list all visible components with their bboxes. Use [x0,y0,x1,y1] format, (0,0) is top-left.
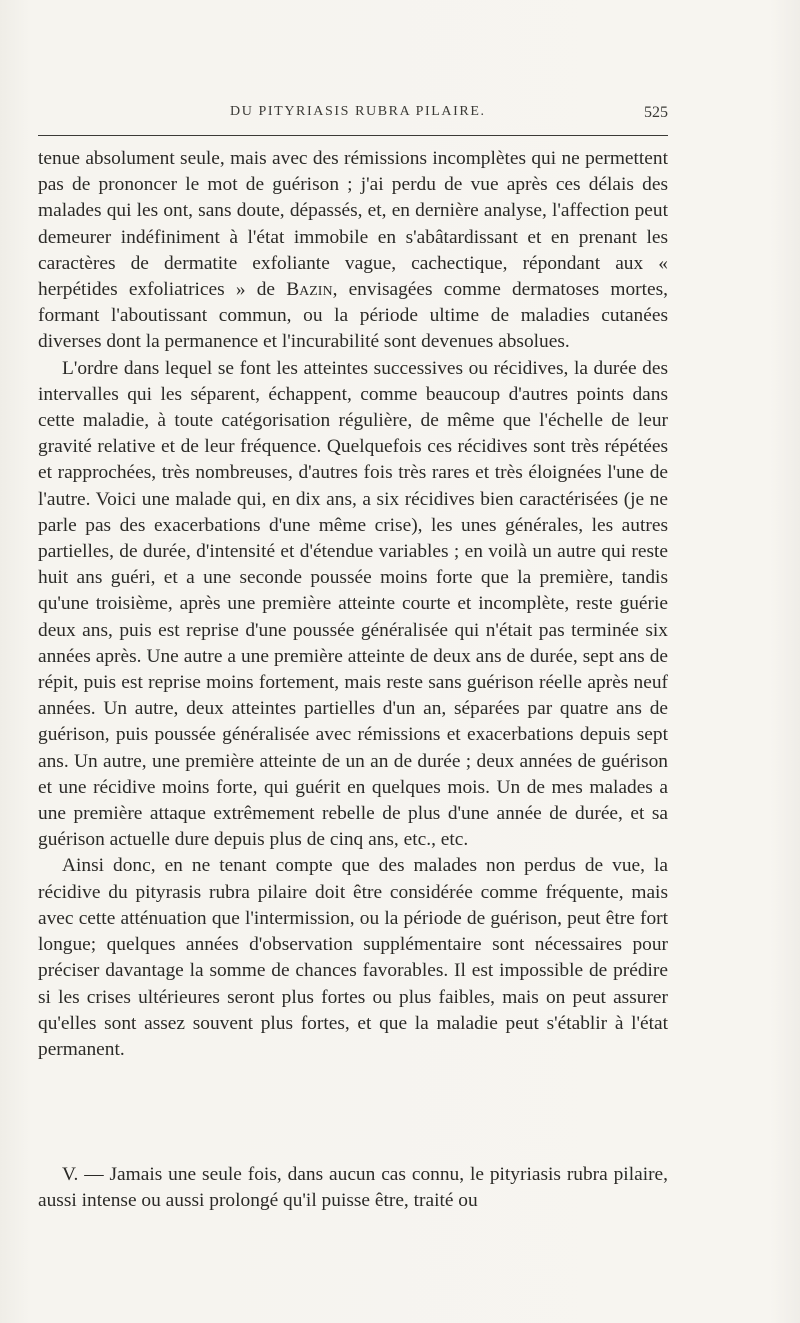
paragraph-1-text: tenue absolument seule, mais avec des rémissions incomplètes qui ne permettent pas de prononcer le mot de guérison ; j'ai perdu de vue après ces délais des malades qui les ont, sans doute, dépassés, et, en dernière analyse, l'affection peut demeurer indéfiniment à l'état immobile en s'abâtardissant et en prenant les caractères de dermatite exfoliante vague, cachectique, répondant aux « herpétides exfoliatrices » de [38,148,668,301]
body-text [38,146,668,1063]
running-head: DU PITYRIASIS RUBRA PILAIRE. [230,104,486,119]
section-v-text: V. — Jamais une seule fois, dans aucun cas connu, le pityriasis rubra pilaire, aussi intense ou aussi prolongé qu'il puisse être, traité ou [38,1164,668,1212]
paragraph-1-tail: , envisagées comme dermatoses mortes, formant l'aboutissant commun, ou la période ultime de maladies cutanées diverses dont la permanence et l'incurabilité sont devenues absolues. [38,279,668,353]
author-name-bazin: Bazin [286,279,333,301]
page-number: 525 [644,104,668,121]
page-header [38,104,668,128]
paragraph-3: Ainsi donc, en ne tenant compte que des malades non perdus de vue, la récidive du pityrasis rubra pilaire doit être considérée comme fréquente, mais avec cette atténuation que l'intermission, ou la période de guérison, peut être fort longue; quelques années d'observation supplémentaire sont nécessaires pour préciser davantage la somme de chances favorables. Il est impossible de prédire si les crises ultérieures seront plus fortes ou plus faibles, mais on peut assurer qu'elles sont assez souvent plus fortes, et que la maladie peut s'établir à l'état permanent. [38,855,668,1060]
paragraph-1 [38,146,668,356]
section-v [38,1162,668,1214]
paragraph-2: L'ordre dans lequel se font les atteintes successives ou récidives, la durée des intervalles qui les séparent, échappent, comme beaucoup d'autres points dans cette maladie, à toute catégorisation régulière, de même que l'échelle de leur gravité relative et de leur fréquence. Quelquefois ces récidives sont très répétées et rapprochées, très nombreuses, d'autres fois très rares et très éloignées l'une de l'autre. Voici une malade qui, en dix ans, a six récidives bien caractérisées (je ne parle pas des exacerbations d'une même crise), les unes générales, les autres partielles, de durée, d'intensité et d'étendue variables ; en voilà un autre qui reste huit ans guéri, et a une seconde poussée moins forte que la première, tandis qu'une troisième, après une première atteinte courte et incomplète, reste guérie deux ans, puis est reprise d'une poussée généralisée qui n'était pas terminée six années après. Une autre a une première atteinte de deux ans de durée, sept ans de répit, puis est reprise moins fortement, mais reste sans guérison réelle après neuf années. Un autre, deux atteintes partielles d'un an, séparées par quatre ans de guérison, puis poussée généralisée avec rémissions et exacerbations depuis sept ans. Un autre, une première atteinte de un an de durée ; deux années de guérison et une récidive moins forte, qui guérit en quelques mois. Un de mes malades a une première attaque extrêmement rebelle de plus d'une année de durée, et sa guérison actuelle dure depuis plus de cinq ans, etc., etc. [38,357,668,851]
header-rule [38,135,668,136]
